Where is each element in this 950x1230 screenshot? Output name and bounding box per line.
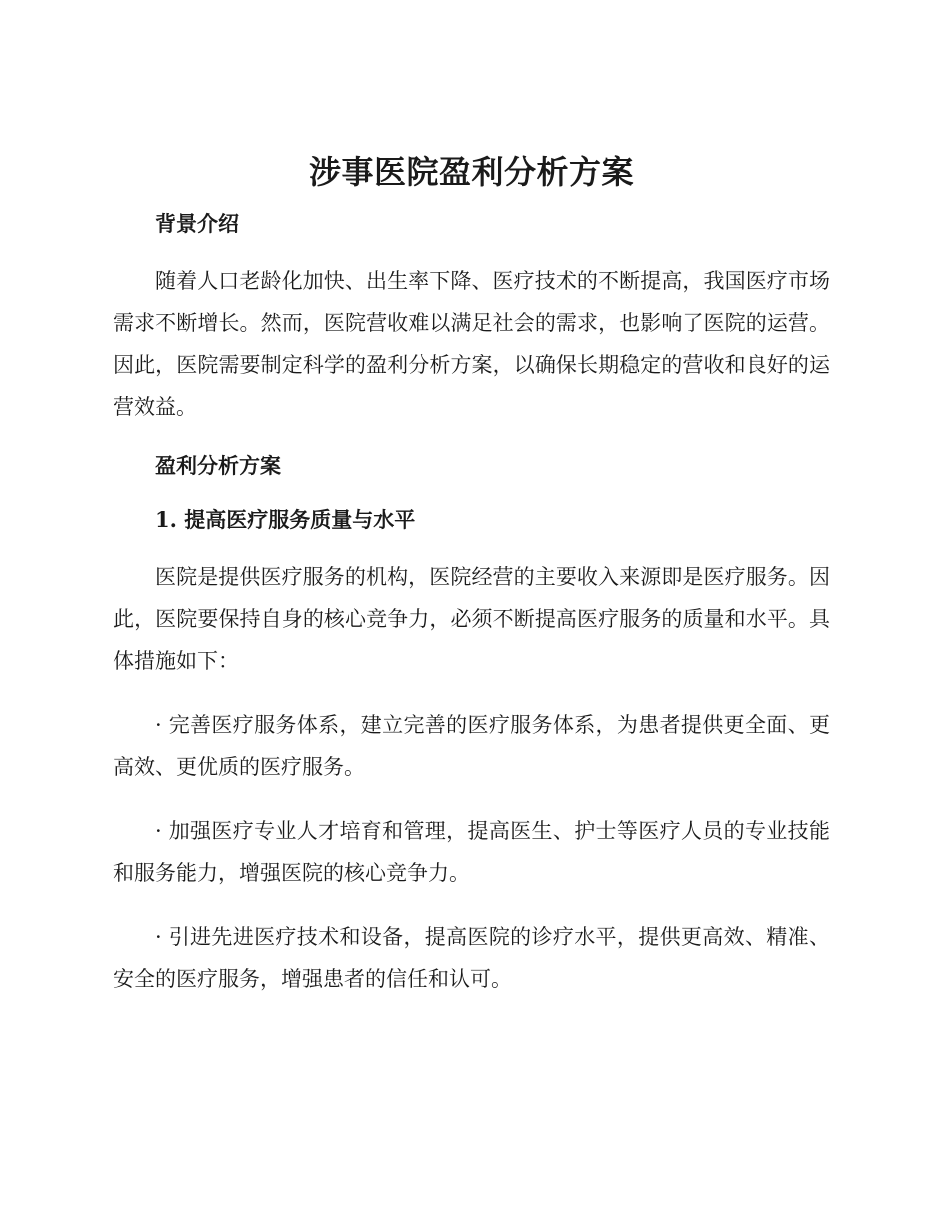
- document-title: 涉事医院盈利分析方案: [308, 153, 634, 191]
- background-paragraph: 随着人口老龄化加快、出生率下降、医疗技术的不断提高，我国医疗市场需求不断增长。然而，医院营收难以满足社会的需求，也影响了医院的运营。因此，医院需要制定科学的盈利分析方案，以确保长期稳定的营收和良好的运营效益。: [113, 269, 830, 419]
- subsection-1-paragraph: 医院是提供医疗服务的机构，医院经营的主要收入来源即是医疗服务。因此，医院要保持自身的核心竞争力，必须不断提高医疗服务的质量和水平。具体措施如下：: [113, 565, 830, 673]
- spacer: [113, 894, 830, 916]
- bullet-item-1: · 完善医疗服务体系，建立完善的医疗服务体系，为患者提供更全面、更高效、更优质的医疗服务。: [113, 713, 830, 779]
- spacer: [113, 536, 830, 556]
- spacer: [113, 428, 830, 450]
- subsection-heading-1: 1. 提高医疗服务质量与水平: [155, 507, 416, 532]
- spacer: [113, 682, 830, 704]
- section-heading-plan: 盈利分析方案: [155, 453, 281, 478]
- section-heading-background: 背景介绍: [155, 211, 239, 236]
- spacer: [113, 788, 830, 810]
- spacer: [113, 240, 830, 260]
- spacer: [113, 482, 830, 504]
- bullet-item-3: · 引进先进医疗技术和设备，提高医院的诊疗水平，提供更高效、精准、安全的医疗服务，增强患者的信任和认可。: [113, 925, 830, 991]
- bullet-item-2: · 加强医疗专业人才培育和管理，提高医生、护士等医疗人员的专业技能和服务能力，增强医院的核心竞争力。: [113, 819, 830, 885]
